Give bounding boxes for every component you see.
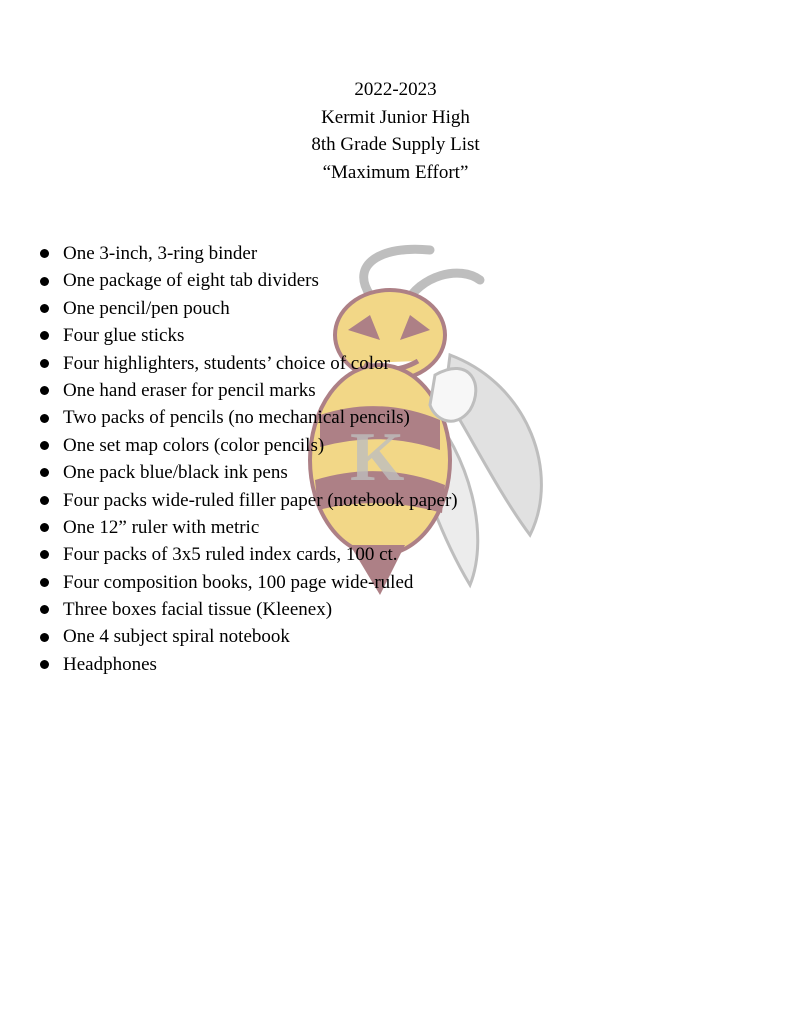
list-item: Four highlighters, students’ choice of color (38, 350, 458, 377)
bullet-icon (40, 414, 49, 423)
list-item: One hand eraser for pencil marks (38, 377, 458, 404)
list-item: Two packs of pencils (no mechanical pencils) (38, 404, 458, 431)
list-item: Four composition books, 100 page wide-ruled (38, 569, 458, 596)
svg-text:K: K (350, 419, 405, 496)
bullet-icon (40, 468, 49, 477)
list-item: Four packs of 3x5 ruled index cards, 100 ct. (38, 541, 458, 568)
bullet-icon (40, 359, 49, 368)
list-item: One package of eight tab dividers (38, 267, 458, 294)
bullet-icon (40, 441, 49, 450)
list-item: One pack blue/black ink pens (38, 459, 458, 486)
list-item: Four glue sticks (38, 322, 458, 349)
bullet-icon (40, 550, 49, 559)
document-heading (0, 76, 791, 186)
motto: “Maximum Effort” (322, 161, 469, 183)
bullet-icon (40, 578, 49, 587)
supply-list (38, 240, 458, 678)
bullet-icon (40, 249, 49, 258)
list-item: One 3-inch, 3-ring binder (38, 240, 458, 267)
list-item: One set map colors (color pencils) (38, 432, 458, 459)
bullet-icon (40, 304, 49, 313)
bullet-icon (40, 523, 49, 532)
list-item: Three boxes facial tissue (Kleenex) (38, 596, 458, 623)
bullet-icon (40, 496, 49, 505)
school-year: 2022-2023 (354, 79, 437, 100)
bullet-icon (40, 277, 49, 286)
bullet-icon (40, 331, 49, 340)
list-item: Four packs wide-ruled filler paper (notebook paper) (38, 487, 458, 514)
list-item: One 12” ruler with metric (38, 514, 458, 541)
list-item: One pencil/pen pouch (38, 295, 458, 322)
school-name: Kermit Junior High (321, 106, 470, 128)
list-item: Headphones (38, 651, 458, 678)
bullet-icon (40, 633, 49, 642)
list-title: 8th Grade Supply List (311, 134, 480, 155)
bullet-icon (40, 386, 49, 395)
bullet-icon (40, 605, 49, 614)
bullet-icon (40, 660, 49, 669)
list-item: One 4 subject spiral notebook (38, 623, 458, 650)
